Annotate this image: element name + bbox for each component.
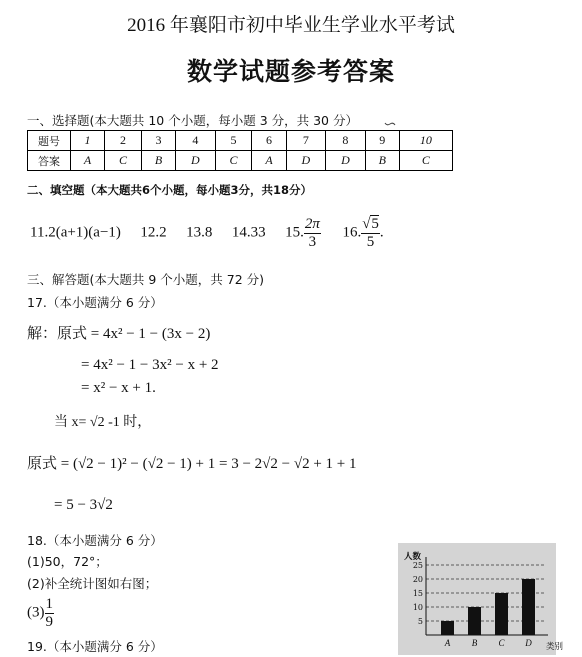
answer-15-denominator: 3 xyxy=(308,233,317,250)
q18-part2: (2)补全统计图如右图； xyxy=(27,576,158,591)
question-number: 10 xyxy=(399,131,452,151)
answer-cell: D xyxy=(286,151,326,171)
section1-heading: 一、选择题(本大题共 10 个小题，每小题 3 分，共 30 分） xyxy=(27,113,358,128)
answer-table xyxy=(27,130,453,171)
answer-cell: C xyxy=(399,151,452,171)
answer-16-prefix: 16. xyxy=(342,224,362,241)
row-label-answer: 答案 xyxy=(28,151,71,171)
y-tick-label: 5 xyxy=(417,617,423,626)
y-tick-label: 25 xyxy=(412,561,423,570)
question-number: 6 xyxy=(252,131,286,151)
x-tick-label: D xyxy=(525,638,532,648)
answer-13: 13.8 xyxy=(186,224,213,241)
answer-cell: A xyxy=(71,151,105,171)
q17-condition: 当 x= √2 -1 时， xyxy=(54,415,152,430)
q18-part3-denominator: 9 xyxy=(45,613,53,630)
question-number: 9 xyxy=(365,131,399,151)
question-number: 2 xyxy=(105,131,142,151)
q18-part3-fraction xyxy=(45,596,55,630)
q17-heading: 17.（本小题满分 6 分） xyxy=(27,295,163,310)
q18-part3-numerator: 1 xyxy=(45,596,53,612)
answer-15-numerator: 2π xyxy=(304,216,320,232)
answer-11: 11.2(a+1)(a−1) xyxy=(30,224,121,241)
section2-heading: 二、填空题（本大题共6个小题，每小题3分，共18分） xyxy=(27,183,313,197)
answer-cell: D xyxy=(176,151,216,171)
question-number: 5 xyxy=(215,131,252,151)
answer-15-fraction xyxy=(304,216,321,250)
question-number: 7 xyxy=(286,131,326,151)
row-label-question: 题号 xyxy=(28,131,71,151)
question-number: 1 xyxy=(71,131,105,151)
answer-cell: C xyxy=(105,151,142,171)
q17-result: = 5 − 3√2 xyxy=(54,497,113,513)
q17-step2: = 4x² − 1 − 3x² − x + 2 xyxy=(81,357,219,373)
y-tick-label: 20 xyxy=(412,575,423,584)
answer-12: 12.2 xyxy=(140,224,167,241)
y-tick-label: 15 xyxy=(412,589,423,598)
answer-cell: A xyxy=(252,151,286,171)
table-row-numbers xyxy=(28,131,453,151)
y-axis-label: 人数 xyxy=(404,552,422,562)
bar xyxy=(522,579,535,635)
answer-16-numerator-wrap: √5 xyxy=(362,216,379,232)
bar xyxy=(468,607,481,635)
answer-14: 14.33 xyxy=(231,224,266,241)
q17-step3: = x² − x + 1. xyxy=(81,380,156,396)
tilde-mark xyxy=(384,121,396,127)
question-number: 4 xyxy=(176,131,216,151)
q18-part1: (1)50，72°； xyxy=(27,554,108,569)
answer-15-prefix: 15. xyxy=(285,224,304,241)
q17-substitution: 原式 = (√2 − 1)² − (√2 − 1) + 1 = 3 − 2√2 − √2 + 1 + 1 xyxy=(27,456,357,472)
bar xyxy=(495,593,508,635)
q19-heading: 19.（本小题满分 6 分） xyxy=(27,639,163,654)
x-axis-label: 类别 xyxy=(546,642,564,652)
question-number: 3 xyxy=(141,131,175,151)
answer-cell: B xyxy=(141,151,175,171)
q18-heading: 18.（本小题满分 6 分） xyxy=(27,533,163,548)
table-row-answers xyxy=(28,151,453,171)
x-tick-label: C xyxy=(498,638,505,648)
section3-heading: 三、解答题(本大题共 9 个小题，共 72 分) xyxy=(27,272,265,287)
y-tick-label: 10 xyxy=(412,603,423,612)
exam-title: 2016 年襄阳市初中毕业生学业水平考试 xyxy=(127,15,455,36)
fill-in-answers: 11.2(a+1)(a−1) 12.2 13.8 14.33 15. $\frac{2\pi}{3}$ 16. $\frac{√5}{5}$ . xyxy=(30,216,384,250)
answer-cell: B xyxy=(365,151,399,171)
answer-16-fraction xyxy=(361,216,380,250)
bar-chart xyxy=(398,543,564,655)
q17-step1: 解：原式 = 4x² − 1 − (3x − 2) xyxy=(27,326,211,342)
answer-title: 数学试题参考答案 xyxy=(186,57,395,86)
question-number: 8 xyxy=(326,131,366,151)
answer-cell: D xyxy=(326,151,366,171)
answer-cell: C xyxy=(215,151,252,171)
q18-part3 xyxy=(27,596,54,632)
answer-16-numerator: 5 xyxy=(371,216,379,232)
bar xyxy=(441,621,454,635)
q18-part3-prefix: (3) xyxy=(27,604,45,621)
x-tick-label: B xyxy=(471,638,478,648)
x-tick-label: A xyxy=(444,638,451,648)
answer-16-denominator: 5 xyxy=(366,233,375,250)
